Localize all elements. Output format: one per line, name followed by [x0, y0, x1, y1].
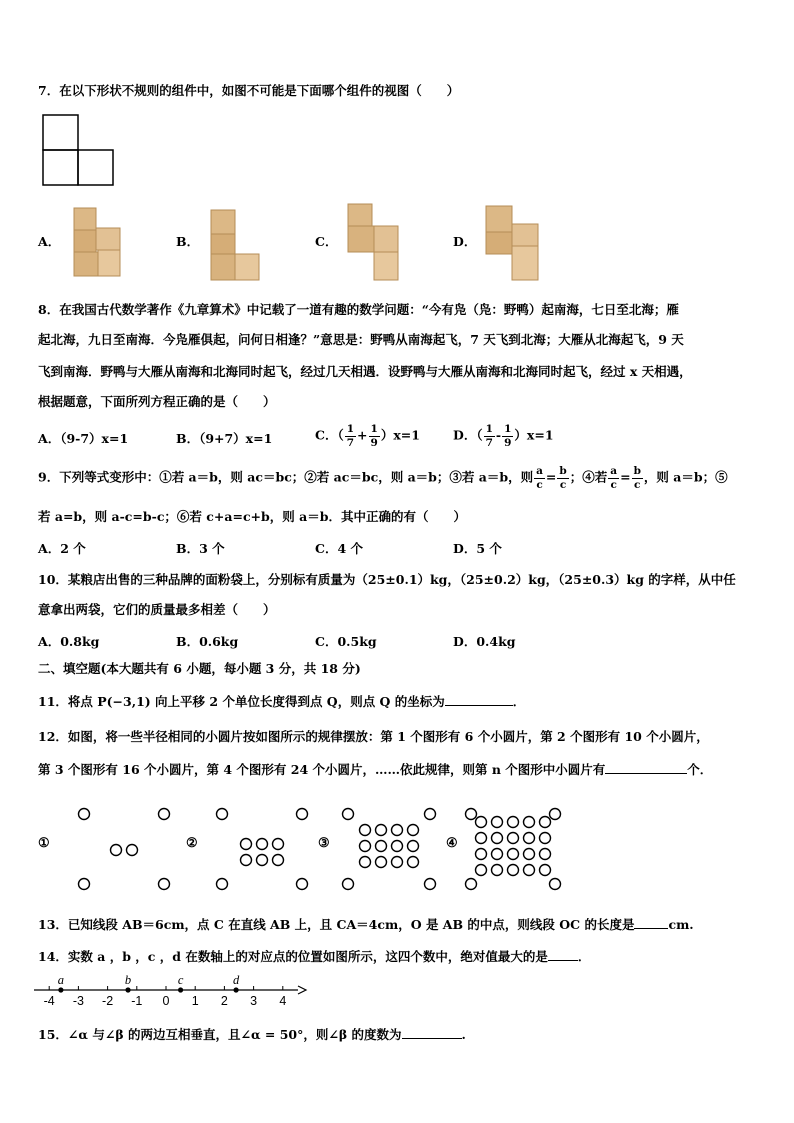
q12-label-3: ③ [318, 836, 330, 851]
q11: 11．将点 P(−3,1) 向上平移 2 个单位长度得到点 Q，则点 Q 的坐标为 ． [38, 694, 526, 709]
q12-fig4-inner-circle [476, 865, 487, 876]
q14-point-c [178, 987, 183, 992]
q10-option-c: C．0.5kg [315, 634, 377, 649]
q9-option-d: D．5 个 [453, 541, 502, 556]
q12-fig3-inner-circle [360, 841, 371, 852]
q14-point-label-a: a [57, 973, 65, 987]
q14-answer-blank[interactable] [548, 949, 578, 961]
q9-option-a: A．2 个 [38, 541, 86, 556]
q14-point-a [58, 987, 63, 992]
q12-fig2-inner-circle [241, 839, 252, 850]
q12-fig2-corner-circle [297, 879, 308, 890]
q12-fig4-inner-circle [508, 833, 519, 844]
q12-line-1: 12．如图，将一些半径相同的小圆片按如图所示的规律摆放：第 1 个图形有 6 个小圆片，第 2 个图形有 10 个小圆片， [38, 729, 709, 744]
q12-fig4-corner-circle [550, 809, 561, 820]
q12-fig3-corner-circle [343, 879, 354, 890]
q12-fig4-corner-circle [550, 879, 561, 890]
q7-option-d: D． [453, 234, 477, 249]
q14-tick-label: -2 [102, 994, 114, 1008]
q8-line-1: 8．在我国古代数学著作《九章算术》中记载了一道有趣的数学问题：“今有凫（凫：野鸭）起南海，七日至北海；雁 [38, 302, 679, 317]
q12-fig2-inner-circle [257, 855, 268, 866]
q12-fig2-inner-circle [273, 839, 284, 850]
q12-label-1: ① [38, 836, 50, 851]
q12-fig3-inner-circle [376, 841, 387, 852]
q12-fig2-corner-circle [297, 809, 308, 820]
q12-fig2-inner-circle [241, 855, 252, 866]
q12-fig4-inner-circle [540, 833, 551, 844]
q14-axis-arrow [298, 986, 306, 994]
q7-option-b: B． [176, 234, 200, 249]
q8-line-2: 起北海，九日至南海．今凫雁俱起，问何日相逢？”意思是：野鸭从南海起飞，7 天飞到北海；大雁从北海起飞，9 天 [38, 332, 684, 347]
q12-fig4-inner-circle [492, 849, 503, 860]
q12-fig2-inner-circle [273, 855, 284, 866]
q12-fig4-inner-circle [508, 817, 519, 828]
q9-option-c: C．4 个 [315, 541, 363, 556]
q14-tick-label: -4 [43, 994, 55, 1008]
q12-fig4-inner-circle [524, 833, 535, 844]
q10-option-a: A．0.8kg [38, 634, 100, 649]
q14-tick-label: 3 [250, 994, 258, 1008]
q12-fig4-inner-circle [476, 817, 487, 828]
q14-tick-label: 0 [162, 994, 170, 1008]
q12-fig4-inner-circle [540, 865, 551, 876]
q12-fig4-inner-circle [492, 865, 503, 876]
q12-fig3-inner-circle [360, 857, 371, 868]
q12-fig4-corner-circle [466, 879, 477, 890]
q12-fig4-inner-circle [508, 865, 519, 876]
q9-line-2: 若 a=b，则 a-c=b-c；⑥若 c+a=c+b，则 a＝b．其中正确的有（ ） [38, 509, 466, 524]
q14-point-b [125, 987, 130, 992]
q12-fig3-inner-circle [392, 857, 403, 868]
q12-fig4-inner-circle [476, 833, 487, 844]
q14-point-d [233, 987, 238, 992]
q8-option-a: A．（9-7）x=1 [38, 431, 129, 446]
q12-fig1-inner-circle [111, 845, 122, 856]
q12-fig4-inner-circle [476, 849, 487, 860]
q12-fig4-inner-circle [508, 849, 519, 860]
q12-fig4-inner-circle [524, 817, 535, 828]
q8-option-c: C．（ $\frac{1}{7}$ + $\frac{1}{9}$ ）x=1 [315, 423, 420, 449]
q12-fig3-corner-circle [425, 879, 436, 890]
q12-fig4-inner-circle [540, 817, 551, 828]
section-heading: 二、填空题(本大题共有 6 小题，每小题 3 分，共 18 分) [38, 661, 361, 676]
q8-line-4: 根据题意，下面所列方程正确的是（ ） [38, 394, 276, 409]
q10-option-b: B．0.6kg [176, 634, 239, 649]
q8-line-3: 飞到南海．野鸭与大雁从南海和北海同时起飞，经过几天相遇．设野鸭与大雁从南海和北海同时起飞，经过 x 天相遇， [38, 364, 692, 379]
q7-stem: 7．在以下形状不规则的组件中，如图不可能是下面哪个组件的视图（ ） [38, 83, 460, 98]
q12-fig4-inner-circle [524, 865, 535, 876]
q12-fig3-inner-circle [360, 825, 371, 836]
q8-option-b: B．（9+7）x=1 [176, 431, 273, 446]
q14-tick-label: 2 [220, 994, 228, 1008]
q12-fig1-corner-circle [159, 879, 170, 890]
q12-fig3-inner-circle [376, 825, 387, 836]
q12-fig3-corner-circle [343, 809, 354, 820]
q12-fig4-inner-circle [492, 833, 503, 844]
q12-fig2-corner-circle [217, 879, 228, 890]
q14-point-label-b: b [124, 973, 132, 987]
q9-option-b: B．3 个 [176, 541, 225, 556]
q12-label-2: ② [186, 836, 198, 851]
q14-point-label-d: d [232, 973, 240, 987]
q13: 13．已知线段 AB＝6cm，点 C 在直线 AB 上，且 CA＝4cm，O 是 AB 的中点，则线段 OC 的长度是 cm. [38, 917, 694, 932]
q7-option-a: A． [38, 234, 61, 249]
q14: 14．实数 a ，b ，c ，d 在数轴上的对应点的位置如图所示，这四个数中，绝对值最大的是 ． [38, 949, 591, 964]
q12-fig3-inner-circle [376, 857, 387, 868]
q15: 15．∠α 与∠β 的两边互相垂直，且∠α = 50°，则∠β 的度数为 . [38, 1027, 466, 1042]
q12-fig2-corner-circle [217, 809, 228, 820]
q14-tick-label: -3 [72, 994, 84, 1008]
q13-answer-blank[interactable] [634, 917, 668, 929]
q15-answer-blank[interactable] [402, 1027, 462, 1039]
q12-fig1-corner-circle [79, 809, 90, 820]
q12-fig1-inner-circle [127, 845, 138, 856]
q12-fig3-inner-circle [392, 825, 403, 836]
q8-option-d: D．（ $\frac{1}{7}$ - $\frac{1}{9}$ ）x=1 [453, 423, 554, 449]
q14-tick-label: 1 [191, 994, 199, 1008]
q9-line-1: 9．下列等式变形中：①若 a＝b，则 ac＝bc；②若 ac＝bc，则 a＝b；③若 a＝b，则 $\frac{a}{c}$ = $\frac{b}{c}$ ；④若 $\frac{a}{c}$ = $\frac{b}{c}$ ，则 a＝b；⑤ [38, 465, 728, 491]
q14-tick-label: 4 [279, 994, 287, 1008]
q14-point-label-c: c [177, 973, 184, 987]
q12-fig1-corner-circle [79, 879, 90, 890]
q10-line-1: 10．某粮店出售的三种品牌的面粉袋上，分别标有质量为（25±0.1）kg，（25±0.2）kg，（25±0.3）kg 的字样，从中任 [38, 572, 736, 587]
q10-line-2: 意拿出两袋，它们的质量最多相差（ ） [38, 602, 276, 617]
q12-line-2: 第 3 个图形有 16 个小圆片，第 4 个图形有 24 个小圆片，……依此规律，则第 n 个图形中小圆片有 个． [38, 762, 713, 777]
q12-fig4-inner-circle [524, 849, 535, 860]
q10-option-d: D．0.4kg [453, 634, 516, 649]
q7-option-c: C． [315, 234, 338, 249]
q12-fig4-inner-circle [540, 849, 551, 860]
q12-fig3-inner-circle [408, 841, 419, 852]
q12-fig3-inner-circle [408, 825, 419, 836]
q14-tick-label: -1 [131, 994, 143, 1008]
q12-fig3-inner-circle [392, 841, 403, 852]
q12-fig3-corner-circle [425, 809, 436, 820]
q12-fig4-inner-circle [492, 817, 503, 828]
q12-fig3-inner-circle [408, 857, 419, 868]
q12-fig1-corner-circle [159, 809, 170, 820]
q14-number-line [30, 968, 320, 1012]
q12-fig2-inner-circle [257, 839, 268, 850]
q12-label-4: ④ [446, 836, 458, 851]
q12-fig4-corner-circle [466, 809, 477, 820]
